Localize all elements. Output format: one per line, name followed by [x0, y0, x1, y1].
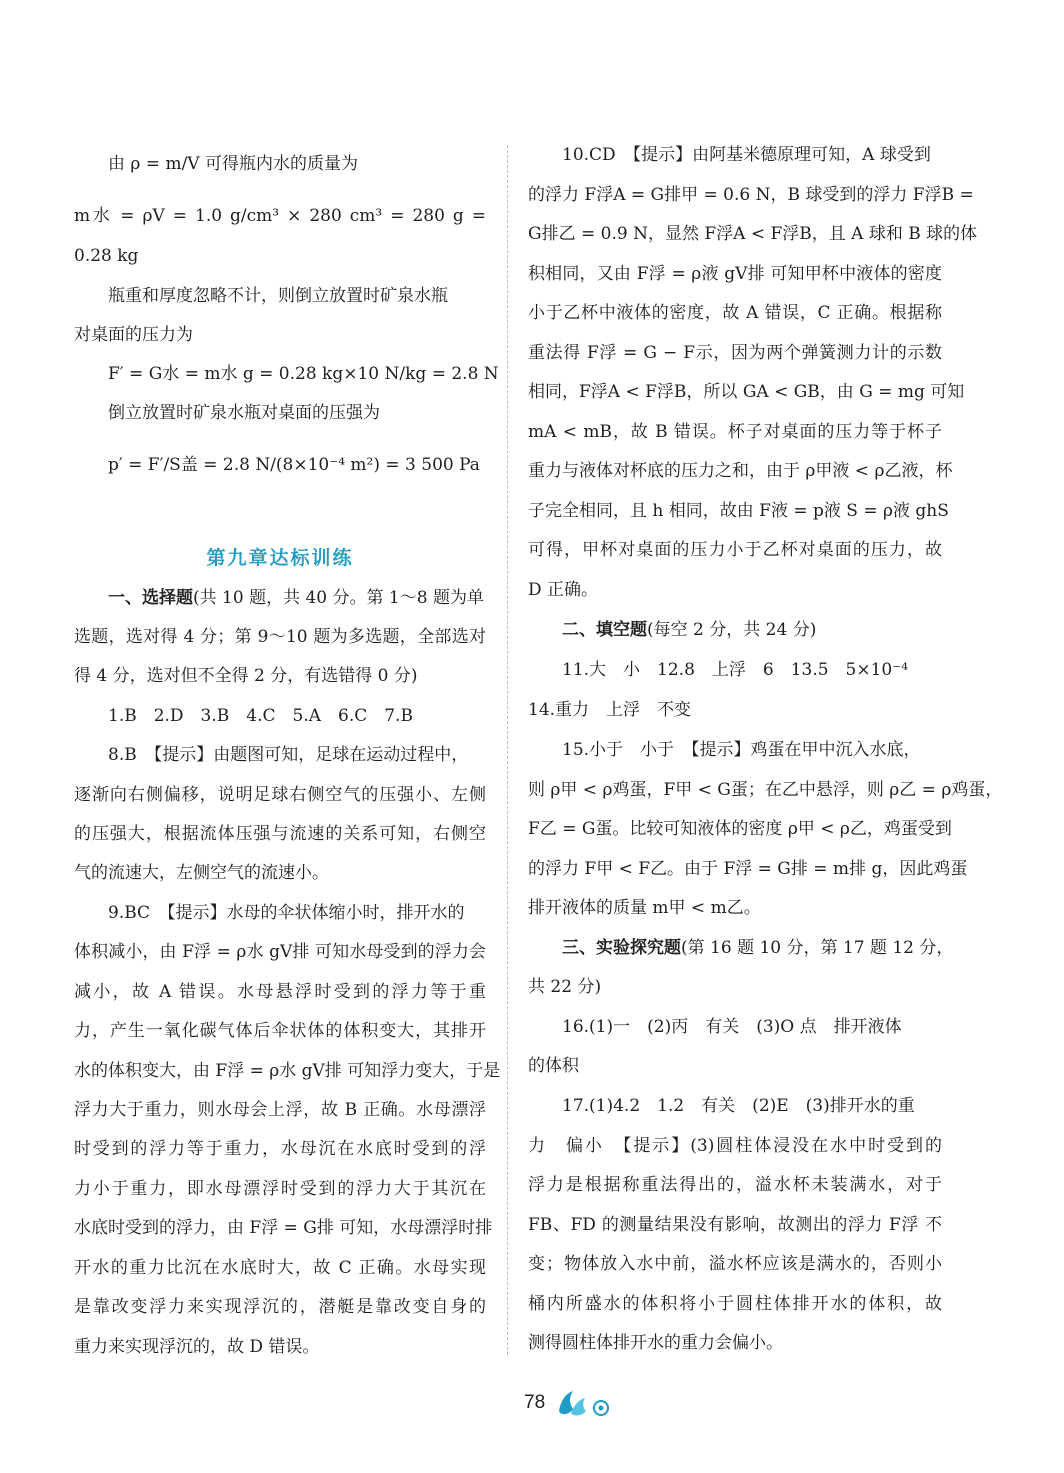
q10-line: G排乙 = 0.9 N，显然 F浮A < F浮B，且 A 球和 B 球的体 [528, 224, 978, 244]
q15-line: 的浮力 F甲 < F乙。由于 F浮 = G排 = m排 g，因此鸡蛋 [528, 859, 968, 879]
mc-section-rest: (共 10 题，共 40 分。第 1～8 题为单 [193, 588, 484, 608]
q17-line: 17.(1)4.2 1.2 有关 (2)E (3)排开水的重 [562, 1096, 915, 1116]
q15-line: 15.小于 小于 【提示】鸡蛋在甲中沉入水底， [562, 740, 921, 760]
formula-pressure: p′ = F′/S盖 = 2.8 N/(8×10⁻⁴ m²) = 3 500 Pa [108, 455, 480, 475]
q10-line: 重力与液体对杯底的压力之和，由于 ρ甲液 < ρ乙液，杯 [528, 461, 953, 481]
q16-line: 的体积 [528, 1056, 579, 1076]
q17-line: FB、FD 的测量结果没有影响，故测出的浮力 F浮 不 [528, 1215, 942, 1235]
q16-line: 16.(1)一 (2)丙 有关 (3)O 点 排开液体 [562, 1017, 902, 1037]
section-title: 第九章达标训练 [206, 547, 354, 569]
fill-section-rest: (每空 2 分，共 24 分) [647, 620, 817, 640]
q15-line: F乙 = G蛋。比较可知液体的密度 ρ甲 < ρ乙，鸡蛋受到 [528, 819, 952, 839]
q17-line: 力 偏小 【提示】(3)圆柱体浸没在水中时受到的 [528, 1136, 942, 1156]
q10-line: 的浮力 F浮A = G排甲 = 0.6 N，B 球受到的浮力 F浮B = [528, 185, 974, 205]
water-drop-logo-icon [555, 1389, 613, 1424]
page-number: 78 [524, 1392, 546, 1413]
answers-14: 14.重力 上浮 不变 [528, 700, 692, 720]
text-line: 得 4 分，选对但不全得 2 分，有选错得 0 分) [74, 666, 418, 686]
q10-line: 10.CD 【提示】由阿基米德原理可知，A 球受到 [562, 145, 931, 165]
q17-line: 桶内所盛水的体积将小于圆柱体排开水的体积，故 [528, 1294, 942, 1314]
q9-line: 减小，故 A 错误。水母悬浮时受到的浮力等于重 [74, 982, 486, 1002]
q9-line: 时受到的浮力等于重力，水母沉在水底时受到的浮 [74, 1139, 486, 1159]
answers-1-7: 1.B 2.D 3.B 4.C 5.A 6.C 7.B [108, 706, 413, 726]
q8-line: 8.B 【提示】由题图可知，足球在运动过程中， [108, 745, 469, 765]
q8-line: 的压强大，根据流体压强与流速的关系可知，右侧空 [74, 824, 486, 844]
q10-line: 子完全相同，且 h 相同，故由 F液 = p液 S = ρ液 ghS [528, 501, 949, 521]
q17-line: 浮力是根据称重法得出的，溢水杯未装满水，对于 [528, 1175, 942, 1195]
mc-section-label: 一、选择题 [108, 588, 193, 608]
q9-line: 力小于重力，即水母漂浮时受到的浮力大于其沉在 [74, 1179, 486, 1199]
formula-density: 由 ρ = m/V 可得瓶内水的质量为 [108, 154, 358, 174]
q15-line: 则 ρ甲 < ρ鸡蛋，F甲 < G蛋；在乙中悬浮，则 ρ乙 = ρ鸡蛋， [528, 780, 1003, 800]
exp-section-rest: (第 16 题 10 分，第 17 题 12 分， [681, 938, 954, 958]
exp-section-header [562, 934, 954, 962]
fill-section-header [562, 616, 942, 644]
q9-line: 水底时受到的浮力，由 F浮 = G排 可知，水母漂浮时排 [74, 1218, 493, 1238]
q9-line: 是靠改变浮力来实现浮沉的，潜艇是靠改变自身的 [74, 1297, 486, 1317]
q15-line: 排开液体的质量 m甲 < m乙。 [528, 898, 761, 918]
q10-line: 积相同，又由 F浮 = ρ液 gV排 可知甲杯中液体的密度 [528, 264, 942, 284]
q10-line: 可得，甲杯对桌面的压力小于乙杯对桌面的压力，故 [528, 540, 942, 560]
answers-11-13: 11.大 小 12.8 上浮 6 13.5 5×10⁻⁴ [562, 660, 909, 680]
q8-line: 气的流速大，左侧空气的流速小。 [74, 863, 329, 883]
text-line: 倒立放置时矿泉水瓶对桌面的压强为 [108, 403, 380, 423]
q10-line: D 正确。 [528, 580, 599, 600]
formula-water-mass: m水 = ρV = 1.0 g/cm³ × 280 cm³ = 280 g = [74, 206, 486, 226]
column-divider [507, 145, 508, 1355]
q9-line: 体积减小，由 F浮 = ρ水 gV排 可知水母受到的浮力会 [74, 942, 486, 962]
fill-section-label: 二、填空题 [562, 620, 647, 640]
exp-section-label: 三、实验探究题 [562, 938, 681, 958]
q10-line: 重法得 F浮 = G − F示，因为两个弹簧测力计的示数 [528, 343, 942, 363]
q9-line: 浮力大于重力，则水母会上浮，故 B 正确。水母漂浮 [74, 1100, 486, 1120]
q17-line: 变；物体放入水中前，溢水杯应该是满水的，否则小 [528, 1254, 942, 1274]
q9-line: 开水的重力比沉在水底时大，故 C 正确。水母实现 [74, 1258, 486, 1278]
q9-line: 水的体积变大，由 F浮 = ρ水 gV排 可知浮力变大，于是 [74, 1061, 501, 1081]
q9-line: 力，产生一氧化碳气体后伞状体的体积变大，其排开 [74, 1021, 486, 1041]
mc-section-header [108, 584, 486, 612]
q10-line: mA < mB，故 B 错误。杯子对桌面的压力等于杯子 [528, 422, 942, 442]
formula-water-mass-result: 0.28 kg [74, 246, 139, 266]
q17-line: 测得圆柱体排开水的重力会偏小。 [528, 1333, 783, 1353]
q10-line: 相同，F浮A < F浮B，所以 GA < GB，由 G = mg 可知 [528, 382, 965, 402]
formula-pressure-force: F′ = G水 = m水 g = 0.28 kg×10 N/kg = 2.8 N [108, 364, 499, 384]
q9-line: 重力来实现浮沉的，故 D 错误。 [74, 1337, 320, 1357]
q10-line: 小于乙杯中液体的密度，故 A 错误，C 正确。根据称 [528, 303, 942, 323]
text-line: 对桌面的压力为 [74, 325, 193, 345]
q9-line: 9.BC 【提示】水母的伞状体缩小时，排开水的 [108, 903, 465, 923]
q8-line: 逐渐向右侧偏移，说明足球右侧空气的压强小、左侧 [74, 785, 486, 805]
text-line: 共 22 分) [528, 977, 602, 997]
text-line: 瓶重和厚度忽略不计，则倒立放置时矿泉水瓶 [108, 286, 448, 306]
text-line: 选题，选对得 4 分；第 9～10 题为多选题，全部选对 [74, 627, 486, 647]
